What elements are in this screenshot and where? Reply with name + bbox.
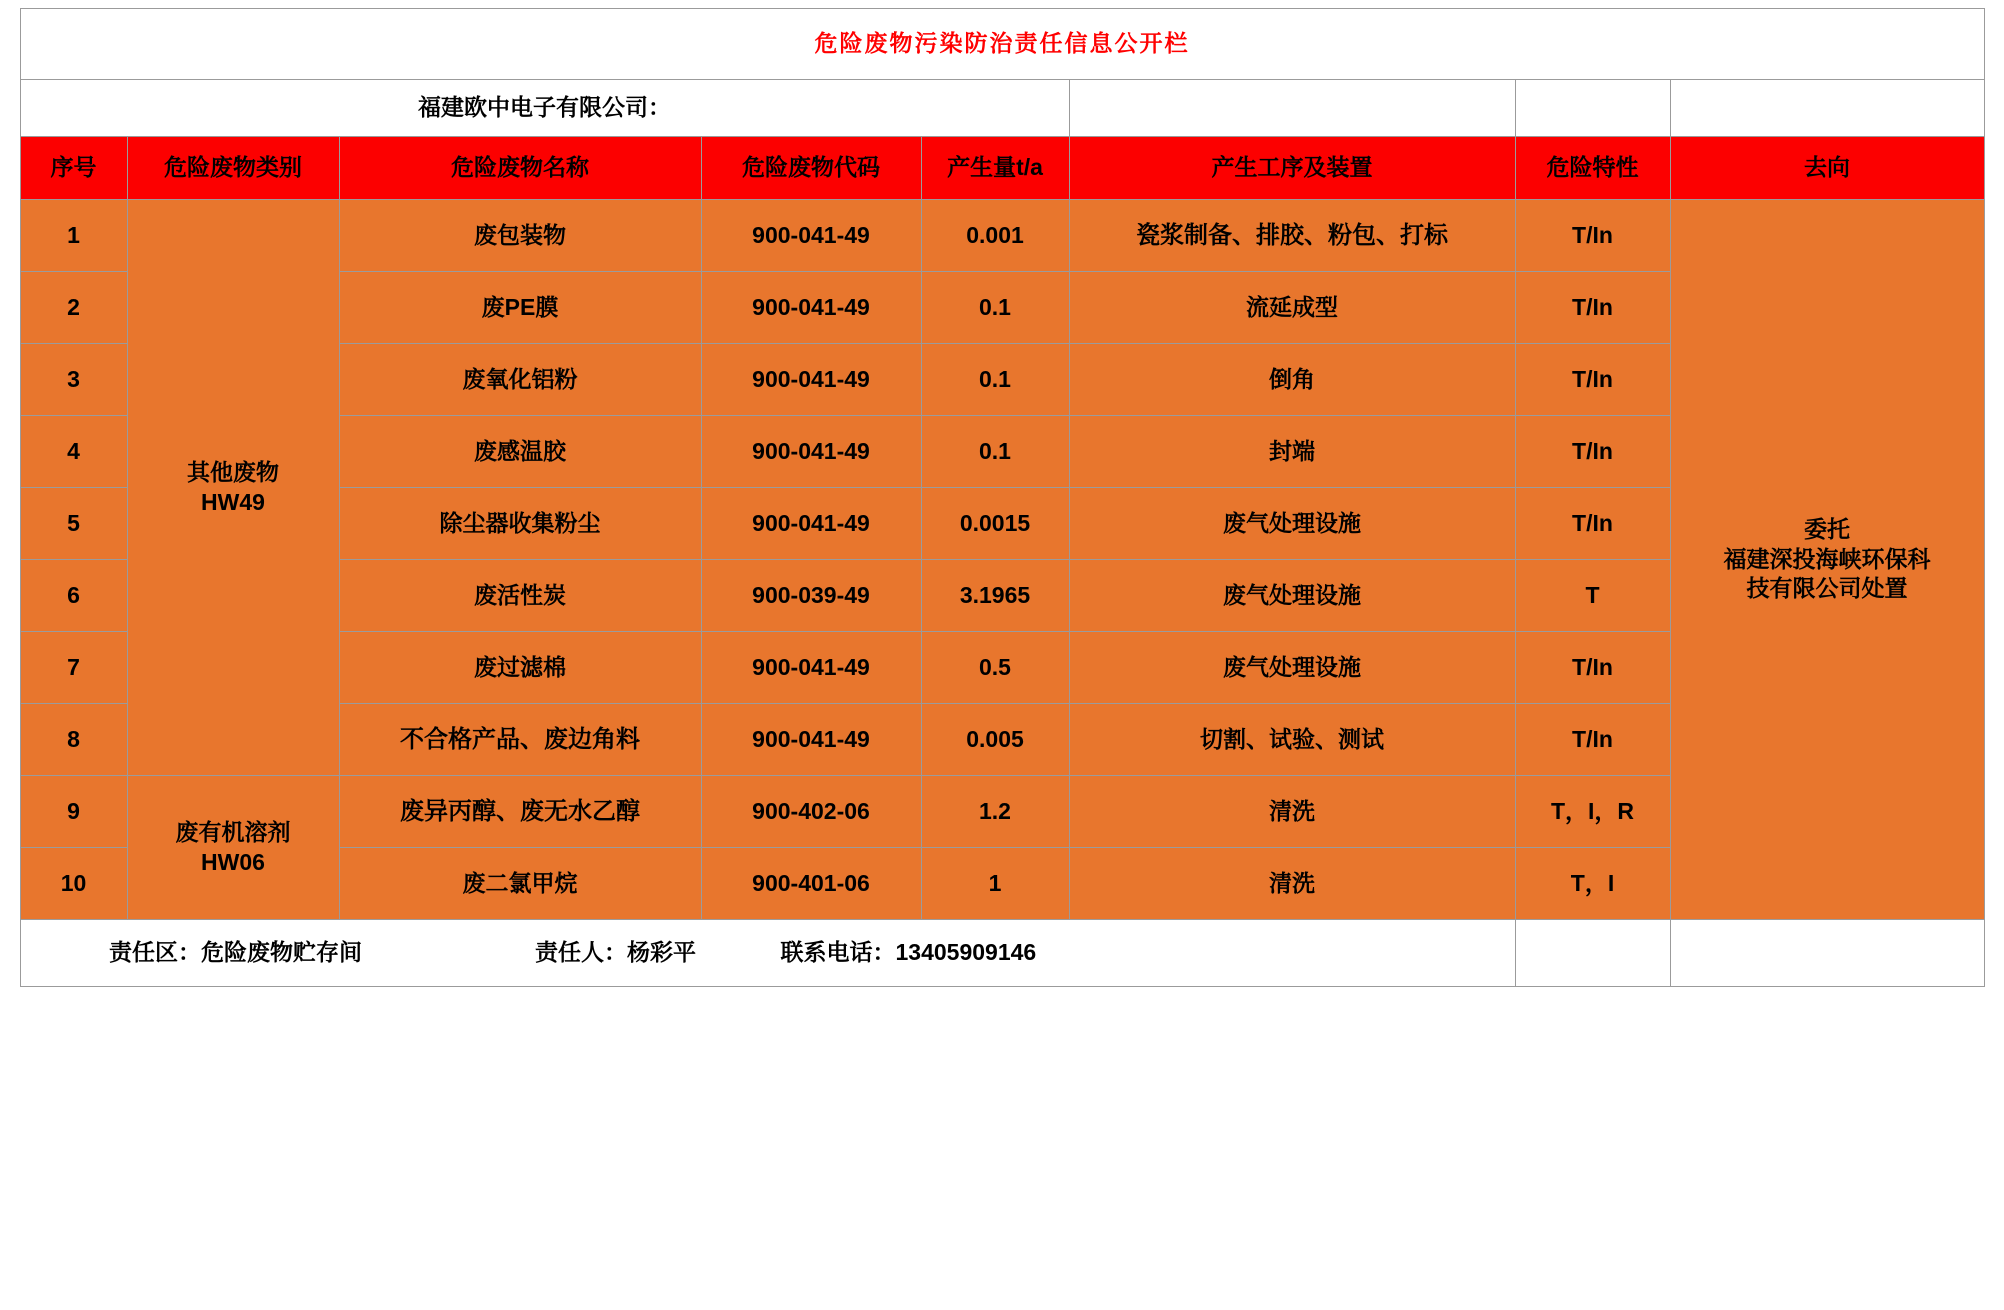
category-line-2: HW06 xyxy=(201,848,265,875)
cell-name: 废活性炭 xyxy=(339,560,701,632)
company-row-blank-2 xyxy=(1515,80,1670,137)
cell-amount: 0.001 xyxy=(921,200,1069,272)
cell-process: 封端 xyxy=(1069,416,1515,488)
cell-amount: 0.1 xyxy=(921,416,1069,488)
cell-hazard: T，I xyxy=(1515,848,1670,920)
cell-code: 900-041-49 xyxy=(701,488,921,560)
table-header-row xyxy=(20,137,1984,200)
destination-line-3: 技有限公司处置 xyxy=(1746,575,1908,602)
cell-amount: 1 xyxy=(921,848,1069,920)
company-name: 福建欧中电子有限公司： xyxy=(20,80,1069,137)
cell-amount: 0.005 xyxy=(921,704,1069,776)
cell-process: 切割、试验、测试 xyxy=(1069,704,1515,776)
cell-category-hw06 xyxy=(127,776,339,920)
cell-code: 900-402-06 xyxy=(701,776,921,848)
cell-code: 900-041-49 xyxy=(701,200,921,272)
cell-process: 流延成型 xyxy=(1069,272,1515,344)
cell-name: 废异丙醇、废无水乙醇 xyxy=(339,776,701,848)
cell-name: 不合格产品、废边角料 xyxy=(339,704,701,776)
cell-code: 900-039-49 xyxy=(701,560,921,632)
footer-row xyxy=(20,920,1984,987)
footer-info xyxy=(20,920,1515,987)
company-row xyxy=(20,80,1984,137)
cell-code: 900-041-49 xyxy=(701,344,921,416)
footer-zone: 责任区：危险废物贮存间 xyxy=(109,939,362,966)
cell-hazard: T，I，R xyxy=(1515,776,1670,848)
cell-code: 900-041-49 xyxy=(701,272,921,344)
cell-process: 倒角 xyxy=(1069,344,1515,416)
cell-no: 3 xyxy=(20,344,127,416)
cell-process: 瓷浆制备、排胶、粉包、打标 xyxy=(1069,200,1515,272)
cell-amount: 3.1965 xyxy=(921,560,1069,632)
column-header-no: 序号 xyxy=(20,137,127,200)
cell-code: 900-041-49 xyxy=(701,416,921,488)
cell-process: 废气处理设施 xyxy=(1069,560,1515,632)
company-row-blank-1 xyxy=(1069,80,1515,137)
cell-code: 900-041-49 xyxy=(701,632,921,704)
cell-name: 废感温胶 xyxy=(339,416,701,488)
cell-hazard: T/In xyxy=(1515,416,1670,488)
cell-name: 废二氯甲烷 xyxy=(339,848,701,920)
column-header-category: 危险废物类别 xyxy=(127,137,339,200)
cell-no: 6 xyxy=(20,560,127,632)
cell-name: 废PE膜 xyxy=(339,272,701,344)
cell-no: 1 xyxy=(20,200,127,272)
cell-process: 废气处理设施 xyxy=(1069,488,1515,560)
cell-name: 废过滤棉 xyxy=(339,632,701,704)
cell-no: 10 xyxy=(20,848,127,920)
table-row xyxy=(20,200,1984,272)
cell-destination xyxy=(1670,200,1984,920)
hazardous-waste-table xyxy=(20,8,1985,987)
cell-hazard: T/In xyxy=(1515,272,1670,344)
footer-phone: 联系电话：13405909146 xyxy=(780,939,1037,966)
cell-hazard: T/In xyxy=(1515,704,1670,776)
cell-no: 4 xyxy=(20,416,127,488)
column-header-name: 危险废物名称 xyxy=(339,137,701,200)
cell-name: 除尘器收集粉尘 xyxy=(339,488,701,560)
cell-no: 7 xyxy=(20,632,127,704)
footer-blank-1 xyxy=(1515,920,1670,987)
cell-amount: 0.0015 xyxy=(921,488,1069,560)
cell-no: 8 xyxy=(20,704,127,776)
destination-line-2: 福建深投海峡环保科 xyxy=(1723,545,1931,572)
column-header-hazard: 危险特性 xyxy=(1515,137,1670,200)
cell-name: 废包装物 xyxy=(339,200,701,272)
footer-person: 责任人：杨彩平 xyxy=(535,939,696,966)
cell-hazard: T/In xyxy=(1515,632,1670,704)
category-line-1: 其他废物 xyxy=(187,458,279,485)
company-row-blank-3 xyxy=(1670,80,1984,137)
cell-amount: 0.1 xyxy=(921,344,1069,416)
cell-no: 9 xyxy=(20,776,127,848)
column-header-destination: 去向 xyxy=(1670,137,1984,200)
category-line-1: 废有机溶剂 xyxy=(175,818,291,845)
cell-code: 900-401-06 xyxy=(701,848,921,920)
category-line-2: HW49 xyxy=(201,488,265,515)
cell-hazard: T/In xyxy=(1515,344,1670,416)
cell-no: 2 xyxy=(20,272,127,344)
cell-amount: 1.2 xyxy=(921,776,1069,848)
cell-amount: 0.5 xyxy=(921,632,1069,704)
column-header-code: 危险废物代码 xyxy=(701,137,921,200)
title-row xyxy=(20,9,1984,80)
cell-process: 废气处理设施 xyxy=(1069,632,1515,704)
column-header-amount: 产生量t/a xyxy=(921,137,1069,200)
footer-blank-2 xyxy=(1670,920,1984,987)
column-header-process: 产生工序及装置 xyxy=(1069,137,1515,200)
cell-amount: 0.1 xyxy=(921,272,1069,344)
cell-name: 废氧化铝粉 xyxy=(339,344,701,416)
cell-category-hw49 xyxy=(127,200,339,776)
page-title: 危险废物污染防治责任信息公开栏 xyxy=(20,9,1984,80)
cell-hazard: T/In xyxy=(1515,488,1670,560)
cell-process: 清洗 xyxy=(1069,848,1515,920)
cell-code: 900-041-49 xyxy=(701,704,921,776)
cell-hazard: T/In xyxy=(1515,200,1670,272)
cell-process: 清洗 xyxy=(1069,776,1515,848)
destination-line-1: 委托 xyxy=(1804,515,1850,542)
cell-hazard: T xyxy=(1515,560,1670,632)
cell-no: 5 xyxy=(20,488,127,560)
